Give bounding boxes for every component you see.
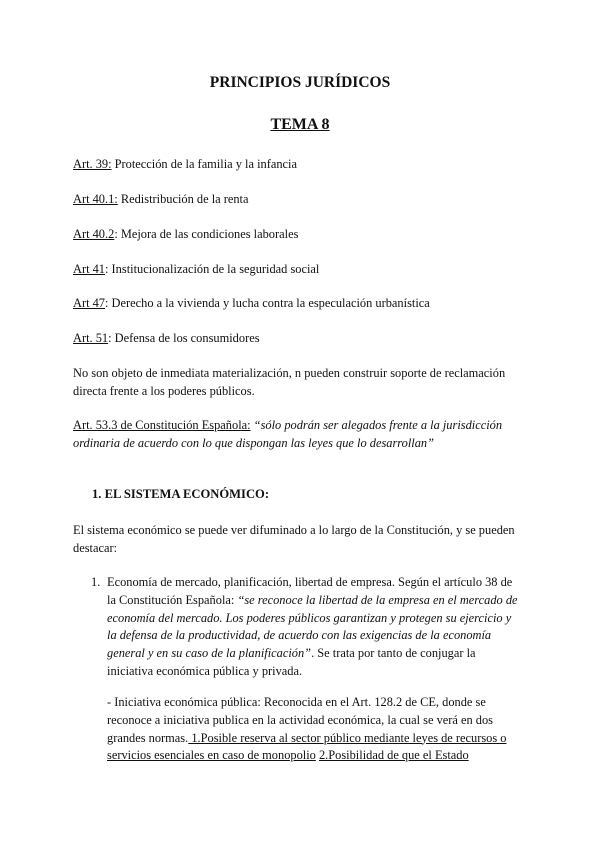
art53-quote: “sólo podrán ser alegados frente a la jurisdicción ordinaria de acuerdo con lo que dispongan las leyes que lo desarrollan” <box>73 418 503 450</box>
section-intro: El sistema económico se puede ver difuminado a lo largo de la Constitución, y se pueden destacar: <box>73 523 515 555</box>
item-lead: Economía de mercado, planificación, libertad de empresa. Según el artículo 38 de la Constitución Española: <box>107 575 513 607</box>
article-text: Protección de la familia y la infancia <box>111 157 297 171</box>
item-tail: . Se trata por tanto de conjugar la iniciativa económica pública y privada. <box>107 646 476 678</box>
article-ref: Art 40.1: <box>73 192 118 206</box>
sub-lead: - Iniciativa económica pública: Reconocida en el Art. 128.2 de CE, donde se reconoce a iniciativa publica en la actividad económica, la cual se verá en dos grandes normas. <box>107 695 493 745</box>
note-paragraph: No son objeto de inmediata materialización, n pueden construir soporte de reclamación directa frente a los poderes públicos. <box>73 366 506 398</box>
article-line <box>73 296 430 311</box>
list-item-body <box>107 574 522 681</box>
article-ref: Art 47 <box>73 296 106 310</box>
article-text: : Mejora de las condiciones laborales <box>114 227 299 241</box>
article-ref: Art 41 <box>73 262 106 276</box>
item-quote: “se reconoce la libertad de la empresa en el mercado de economía del mercado. Los poderes públicos garantizan y protegen su ejercicio y la defensa de la productividad, de acuerdo con las exigencias de la economía general y en su caso de la planificación” <box>107 592 518 661</box>
section-heading: 1. EL SISTEMA ECONÓMICO: <box>92 487 270 501</box>
art53-paragraph <box>73 416 533 452</box>
art53-ref: Art. 53.3 de Constitución Española: <box>73 418 251 432</box>
article-text: : Derecho a la vivienda y lucha contra la especulación urbanística <box>105 296 430 310</box>
article-text: : Defensa de los consumidores <box>108 331 260 345</box>
article-text: Redistribución de la renta <box>117 192 249 206</box>
article-line <box>73 227 298 242</box>
list-number: 1. <box>91 575 101 589</box>
sub-paragraph <box>107 694 527 765</box>
sub-underlined-1: 1.Posible reserva al sector público mediante leyes de recursos o servicios esenciales en caso de monopolio <box>107 730 507 763</box>
article-ref: Art 40.2 <box>73 227 115 241</box>
article-line <box>73 192 249 207</box>
article-line <box>73 157 297 172</box>
article-line <box>73 262 319 277</box>
subtitle-text: TEMA 8 <box>270 116 330 133</box>
article-ref: Art. 51 <box>73 331 109 345</box>
sub-underlined-2: 2.Posibilidad de que el Estado <box>318 748 469 763</box>
article-line <box>73 331 260 346</box>
page-subtitle <box>0 116 600 134</box>
article-text: : Institucionalización de la seguridad social <box>105 262 320 276</box>
article-ref: Art. 39: <box>73 157 112 171</box>
page-title: PRINCIPIOS JURÍDICOS <box>209 74 391 91</box>
